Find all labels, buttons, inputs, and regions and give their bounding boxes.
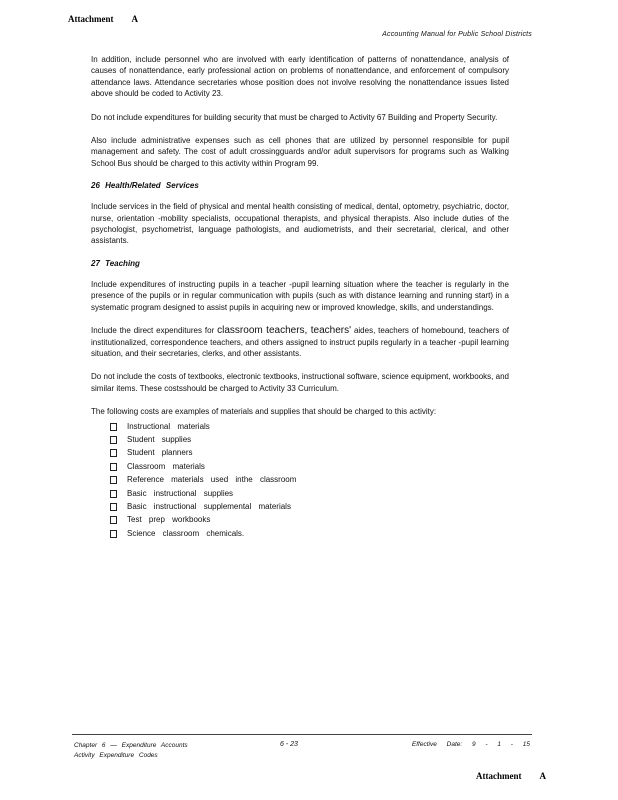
- list-item: [91, 460, 509, 473]
- paragraph-administrative-expenses: Also include administrative expenses such as cell phones that are utilized by personnel responsible for pupil management and safety. The cost of adult crossingguards and/or adult supervisors for programs such as Walking School Bus should be charged to this activity within Program 99.: [91, 136, 509, 168]
- list-item: [91, 473, 509, 486]
- paragraph-excluded-costs: Do not include the costs of textbooks, electronic textbooks, instructional software, science equipment, workbooks, and similar items. These costsshould be charged to Activity 33 Curriculum.: [91, 372, 509, 393]
- list-item: [91, 433, 509, 446]
- direct-expenditures-text-c: aides, teachers of homebound, teachers of institutionalized, correspondence teachers, and others assigned to instruct pupils regularly in a teacher -pupil learning situation, and their secretaries, clerks, and other assistants.: [91, 326, 509, 358]
- footer-chapter-title: Chapter 6 — Expenditure Accounts: [74, 742, 188, 749]
- effective-date: Effective Date: 9 - 1 - 15: [411, 741, 530, 748]
- list-item-label: Basic instructional supplies: [127, 488, 234, 498]
- attachment-word: Attachment: [476, 771, 522, 781]
- attachment-label-top: [68, 14, 138, 24]
- list-item: [91, 420, 509, 433]
- checkbox-bullet-icon: [110, 516, 117, 524]
- attachment-word: Attachment: [68, 14, 114, 24]
- list-item: [91, 500, 509, 513]
- footer-chapter-info: [74, 741, 188, 761]
- attachment-label-bottom: [476, 771, 546, 781]
- paragraph-direct-expenditures: [91, 325, 509, 359]
- checkbox-bullet-icon: [110, 530, 117, 538]
- page-number: 6 - 23: [280, 741, 298, 748]
- materials-list: [91, 420, 509, 541]
- footer-section-title: Activity Expenditure Codes: [74, 752, 158, 759]
- direct-expenditures-text-a: Include the direct expenditures for: [91, 326, 215, 336]
- list-item: [91, 487, 509, 500]
- list-item-label: Test prep workbooks: [127, 515, 211, 525]
- running-header: Accounting Manual for Public School Districts: [382, 31, 532, 38]
- list-item: [91, 527, 509, 540]
- section-heading-26: 26 Health/Related Services: [91, 181, 199, 191]
- list-item-label: Classroom materials: [127, 461, 205, 471]
- attachment-letter: A: [539, 771, 546, 781]
- checkbox-bullet-icon: [110, 503, 117, 511]
- paragraph-materials-intro: The following costs are examples of materials and supplies that should be charged to this activity:: [91, 407, 437, 417]
- paragraph-attendance-personnel: In addition, include personnel who are involved with early identification of patterns of nonattendance, analysis of causes of nonattendance, early professional action on problems of nonattendance, and enforcement of compulsory attendance laws. Attendance secretaries whose position does not involve resolving the nonattendance issues listed above should be coded to Activity 23.: [91, 55, 509, 99]
- list-item-label: Basic instructional supplemental materials: [127, 501, 291, 511]
- footer-divider: [72, 734, 532, 735]
- checkbox-bullet-icon: [110, 490, 117, 498]
- list-item: [91, 513, 509, 526]
- list-item-label: Instructional materials: [127, 421, 210, 431]
- page-body: [91, 54, 509, 540]
- list-item-label: Science classroom chemicals.: [127, 528, 245, 538]
- direct-expenditures-text-b: classroom teachers, teachers': [217, 325, 352, 337]
- checkbox-bullet-icon: [110, 436, 117, 444]
- list-item-label: Student supplies: [127, 434, 192, 444]
- checkbox-bullet-icon: [110, 449, 117, 457]
- list-item-label: Student planners: [127, 448, 193, 458]
- checkbox-bullet-icon: [110, 423, 117, 431]
- paragraph-health-services: Include services in the field of physical and mental health consisting of medical, dental, optometry, psychiatric, doctor, nurse, orientation -mobility specialists, occupational therapists, and physical therapists. Also include duties of the psychologist, psychometrist, language pathologists, and audiometrists, and their secretarial, clerical, and other assistants.: [91, 202, 509, 246]
- list-item: [91, 446, 509, 459]
- checkbox-bullet-icon: [110, 463, 117, 471]
- paragraph-building-security: Do not include expenditures for building security that must be charged to Activity 67 Building and Property Security.: [91, 112, 498, 122]
- list-item-label: Reference materials used inthe classroom: [127, 475, 297, 485]
- section-heading-27: 27 Teaching: [91, 258, 140, 268]
- attachment-letter: A: [131, 14, 138, 24]
- paragraph-teaching-definition: Include expenditures of instructing pupils in a teacher -pupil learning situation where the teacher is regularly in the presence of the pupils or in regular communication with pupils (such as with distance learning and running start) in a systematic program designed to assist pupils in acquiring new or improved knowledge, skills, and understandings.: [91, 279, 509, 312]
- checkbox-bullet-icon: [110, 476, 117, 484]
